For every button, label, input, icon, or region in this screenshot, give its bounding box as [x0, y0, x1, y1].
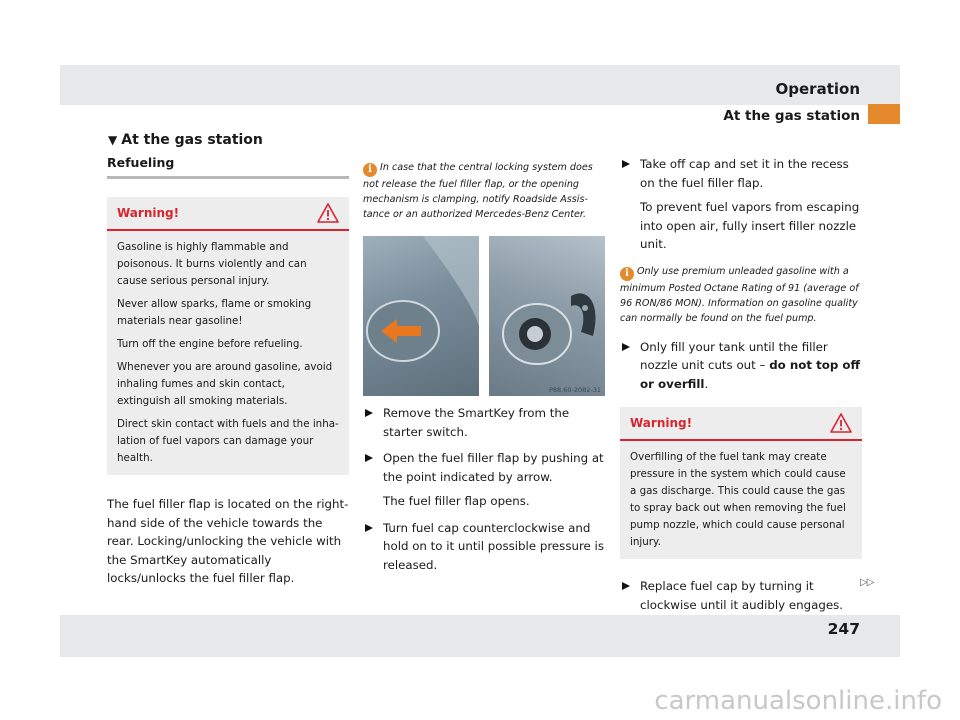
- info-note-text: In case that the central locking system does not release the fuel filler flap, or the opening mechanism is clamping, notify Roadside Assis-tance or an authorized Mercedes-Benz Center.: [363, 162, 593, 220]
- fuel-cap-open-illustration: [489, 236, 605, 396]
- triangle-down-icon: ▼: [108, 133, 118, 147]
- warning-label: Warning!: [117, 206, 180, 220]
- info-icon: i: [363, 163, 377, 177]
- warning-header: [620, 407, 862, 441]
- section-title-text: At the gas station: [121, 132, 263, 148]
- bullet-arrow-icon: [622, 582, 630, 590]
- warning-paragraph: Gasoline is highly flammable and poisonous. It burns violently and can cause serious personal injury.: [117, 241, 307, 287]
- photo-fuel-flap-closed: [363, 236, 479, 396]
- bullet-arrow-icon: [365, 524, 373, 532]
- fuel-flap-location-text: The fuel filler flap is located on the right-hand side of the vehicle towards the rear. Locking/unlocking the vehicle with the SmartKey automatically locks/unlocks the fuel filler flap.: [107, 497, 349, 585]
- watermark: carmanualsonline.info: [654, 686, 942, 716]
- continued-next-page-icon: ▷▷: [860, 577, 874, 588]
- warning-body: [107, 231, 349, 475]
- bullet-arrow-icon: [622, 160, 630, 168]
- info-icon: i: [620, 267, 634, 281]
- warning-box-gasoline: [107, 197, 349, 475]
- column-middle: [363, 160, 605, 574]
- bullet-arrow-icon: [622, 343, 630, 351]
- step-open-flap: [363, 449, 605, 486]
- warning-paragraph: Turn off the engine before refueling.: [117, 338, 303, 350]
- warning-box-overfilling: [620, 407, 862, 559]
- step-text: Replace fuel cap by turning it clockwise until it audibly engages.: [640, 579, 843, 612]
- section-title: [108, 132, 263, 148]
- bullet-arrow-icon: [365, 409, 373, 417]
- info-note-octane: [620, 264, 862, 326]
- info-note-text: Only use premium unleaded gasoline with a minimum Posted Octane Rating of 91 (average of 96 RON/86 MON). Information on gasoline quality can normally be found on the fuel pump.: [620, 265, 859, 324]
- step-continuation: To prevent fuel vapors from escaping into open air, fully insert filler nozzle unit.: [640, 200, 860, 251]
- subheading-refueling: Refueling: [107, 155, 349, 179]
- warning-header: [107, 197, 349, 231]
- step-emphasis: do not top off or overfill: [640, 358, 861, 391]
- warning-triangle-icon: [830, 413, 852, 433]
- step-continuation: The fuel filler flap opens.: [383, 494, 530, 508]
- step-text: Take off cap and set it in the recess on the fuel filler flap.: [640, 157, 849, 190]
- step-text: Open the fuel filler flap by pushing at the point indicated by arrow.: [383, 451, 604, 484]
- warning-paragraph: Never allow sparks, flame or smoking materials near gasoline!: [117, 298, 312, 327]
- step-text: Only fill your tank until the filler nozzle unit cuts out –: [640, 339, 828, 372]
- warning-body: [620, 441, 862, 559]
- bullet-arrow-icon: [365, 454, 373, 462]
- warning-label: Warning!: [630, 416, 693, 430]
- warning-paragraph: Overfilling of the fuel tank may create pressure in the system which could cause a gas discharge. This could cause the gas to spray back out when removing the fuel pump nozzle, which could cause personal injury.: [630, 451, 846, 548]
- warning-triangle-icon: [317, 203, 339, 223]
- step-fill-tank: [620, 338, 862, 394]
- header-subsection-title: At the gas station: [723, 108, 860, 124]
- photo-fuel-flap-open: [489, 236, 605, 396]
- step-end: .: [704, 376, 709, 391]
- info-note-central-locking: [363, 160, 605, 222]
- header-section-title: Operation: [775, 80, 860, 98]
- fuel-flap-closed-illustration: [363, 236, 479, 396]
- step-replace-fuel-cap: [620, 577, 862, 614]
- warning-paragraph: Whenever you are around gasoline, avoid inhaling fumes and skin contact, extinguish all smoking materials.: [117, 361, 333, 407]
- footer-band: [60, 615, 900, 657]
- step-text: Remove the SmartKey from the starter switch.: [383, 406, 570, 439]
- warning-paragraph: Direct skin contact with fuels and the inha-lation of fuel vapors can damage your health.: [117, 418, 339, 464]
- photo-code: P88.60-2082-31: [548, 386, 601, 394]
- column-right: [620, 155, 862, 614]
- chapter-tab-marker: [868, 104, 900, 124]
- column-left: [107, 155, 349, 588]
- step-take-off-cap: [620, 155, 862, 192]
- page-number: 247: [827, 620, 860, 638]
- fuel-flap-photos: [363, 236, 605, 396]
- step-remove-smartkey: [363, 404, 605, 441]
- step-text: Turn fuel cap counterclockwise and hold on to it until possible pressure is released.: [383, 520, 604, 572]
- step-turn-fuel-cap: [363, 519, 605, 575]
- header-band: [60, 65, 900, 105]
